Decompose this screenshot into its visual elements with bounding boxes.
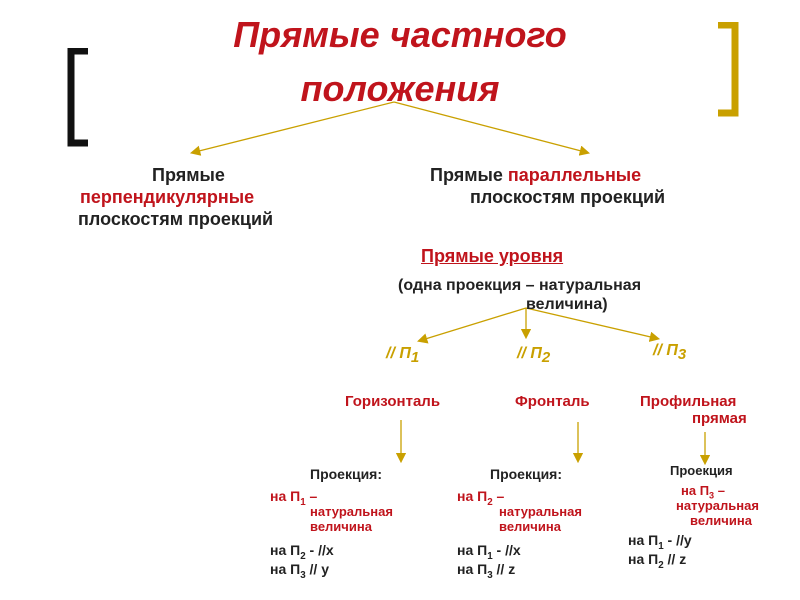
proj3-heading: Проекция bbox=[670, 463, 733, 478]
proj2-line-1-b: - //x bbox=[492, 542, 521, 558]
proj3-line-1-a: на П bbox=[628, 532, 659, 548]
title-line-1: Прямые частного bbox=[233, 14, 567, 55]
level-note-line-1: (одна проекция – натуральная bbox=[398, 277, 642, 294]
proj1-line-1-b: - //x bbox=[305, 542, 334, 558]
left-branch bbox=[70, 164, 380, 230]
proj2-heading: Проекция: bbox=[490, 466, 563, 482]
projection-block-1 bbox=[270, 466, 460, 581]
proj3-natural-sub: 3 bbox=[709, 490, 715, 501]
proj1-heading: Проекция: bbox=[310, 466, 383, 482]
type-horizontal: Горизонталь bbox=[345, 393, 441, 410]
proj2-natural-2: натуральная bbox=[499, 504, 582, 519]
proj1-natural-3: величина bbox=[310, 519, 372, 534]
proj2-line-2-b: // z bbox=[492, 561, 516, 577]
proj2-line-2-sub: 3 bbox=[487, 569, 493, 581]
proj1-line-2 bbox=[270, 561, 460, 581]
projection-block-2 bbox=[457, 466, 647, 581]
proj1-line-2-a: на П bbox=[270, 561, 301, 577]
level-note-line-2: величина) bbox=[526, 296, 608, 313]
right-branch-word-parallel: параллельные bbox=[507, 165, 642, 185]
plane-p3-label bbox=[653, 342, 687, 364]
plane-p1-prefix: // П bbox=[386, 345, 411, 362]
proj3-natural-2: натуральная bbox=[676, 498, 759, 513]
proj3-natural-3: величина bbox=[690, 513, 752, 528]
title-line-2: положения bbox=[300, 68, 500, 109]
proj1-natural-a: на П bbox=[270, 488, 301, 504]
proj2-natural-sub: 2 bbox=[487, 496, 493, 508]
proj1-natural-2: натуральная bbox=[310, 504, 393, 519]
proj3-line-2 bbox=[628, 551, 796, 571]
proj1-natural-sub: 1 bbox=[300, 496, 306, 508]
proj2-line-2 bbox=[457, 561, 647, 581]
projection-block-3 bbox=[628, 463, 796, 571]
proj2-natural-a: на П bbox=[457, 488, 488, 504]
proj2-line-2-a: на П bbox=[457, 561, 488, 577]
plane-p3-prefix: // П bbox=[653, 342, 678, 359]
left-branch-line-3: плоскостям проекций bbox=[78, 209, 274, 229]
proj1-line-2-b: // y bbox=[305, 561, 330, 577]
plane-p2-label bbox=[517, 345, 551, 367]
proj1-line-2-sub: 3 bbox=[300, 569, 306, 581]
right-branch bbox=[430, 164, 780, 208]
type-frontal: Фронталь bbox=[515, 393, 590, 410]
proj3-line-2-a: на П bbox=[628, 551, 659, 567]
right-branch-line-2: плоскостям проекций bbox=[470, 187, 666, 207]
proj1-natural bbox=[270, 488, 460, 534]
left-branch-line-2: перпендикулярные bbox=[80, 187, 255, 207]
proj2-natural-3: величина bbox=[499, 519, 561, 534]
page-title bbox=[0, 8, 800, 116]
plane-p1-label bbox=[386, 345, 420, 367]
proj1-line-1 bbox=[270, 542, 460, 562]
proj3-line-1 bbox=[628, 532, 796, 552]
proj2-line-1-sub: 1 bbox=[487, 550, 493, 562]
proj2-line-1-a: на П bbox=[457, 542, 488, 558]
type-profile bbox=[640, 393, 747, 427]
proj3-natural-a: на П bbox=[681, 483, 710, 498]
level-title: Прямые уровня bbox=[421, 246, 564, 266]
proj3-line-2-b: // z bbox=[663, 551, 687, 567]
proj2-natural-b: – bbox=[492, 488, 505, 504]
proj2-natural bbox=[457, 488, 647, 534]
type-profile-line-2: прямая bbox=[692, 410, 747, 427]
proj1-natural-b: – bbox=[305, 488, 318, 504]
plane-p1-sub: 1 bbox=[410, 349, 420, 367]
right-branch-word-1: Прямые bbox=[430, 165, 508, 185]
left-branch-line-1: Прямые bbox=[152, 165, 225, 185]
proj1-line-1-a: на П bbox=[270, 542, 301, 558]
proj2-line-1 bbox=[457, 542, 647, 562]
proj3-natural-b: – bbox=[714, 483, 725, 498]
right-branch-line-1 bbox=[430, 164, 780, 186]
plane-p3-sub: 3 bbox=[677, 346, 687, 364]
type-profile-line-1: Профильная bbox=[640, 393, 737, 410]
plane-p2-sub: 2 bbox=[541, 349, 551, 367]
proj3-line-2-sub: 2 bbox=[658, 559, 664, 571]
level-note bbox=[398, 276, 758, 314]
proj3-line-1-sub: 1 bbox=[658, 540, 664, 552]
proj3-line-1-b: - //y bbox=[663, 532, 692, 548]
plane-p2-prefix: // П bbox=[517, 345, 542, 362]
proj1-line-1-sub: 2 bbox=[300, 550, 306, 562]
proj3-natural bbox=[628, 483, 796, 528]
